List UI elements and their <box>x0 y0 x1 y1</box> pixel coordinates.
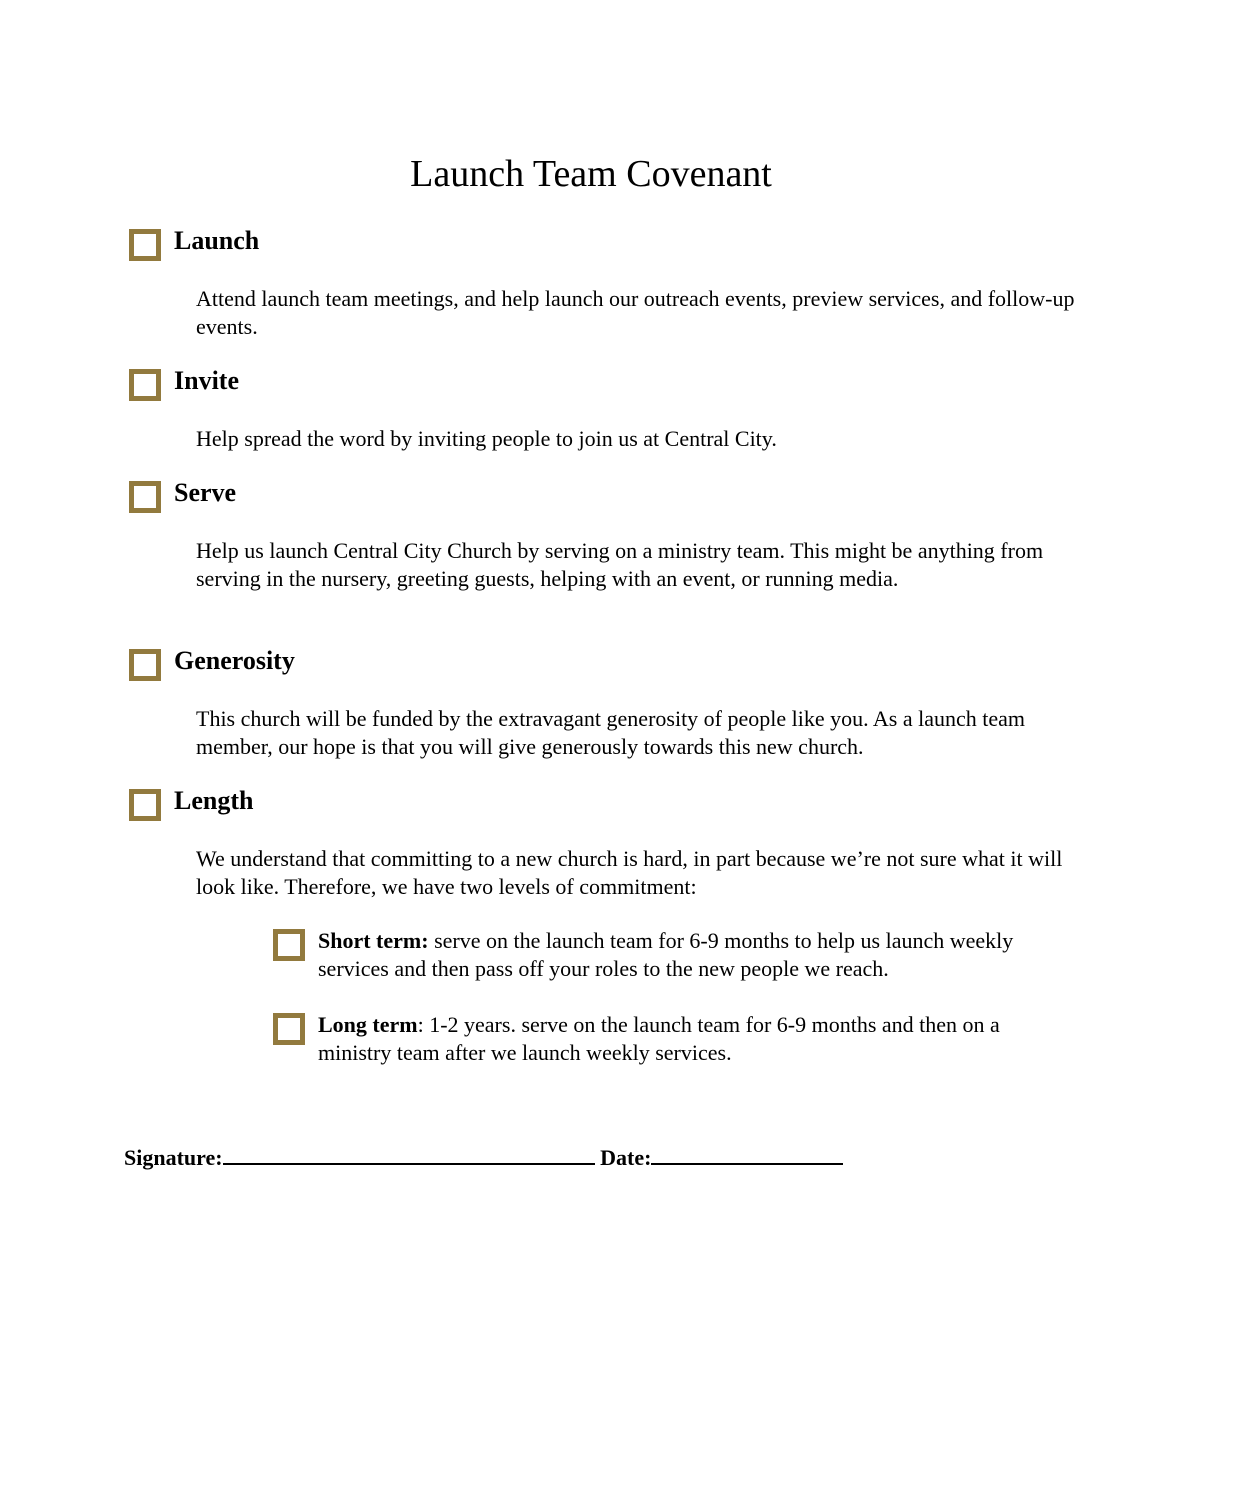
launch-checkbox[interactable] <box>129 229 161 261</box>
short-term-text: serve on the launch team for 6-9 months to help us launch weekly services and then pass off your roles to the new people we reach. <box>318 928 1014 981</box>
long-term-option <box>318 1011 1078 1067</box>
section-text-invite: Help spread the word by inviting people to join us at Central City. <box>196 426 777 451</box>
page-title: Launch Team Covenant <box>410 153 772 195</box>
long-term-label: Long term <box>318 1012 418 1037</box>
length-checkbox[interactable] <box>129 789 161 821</box>
long-term-checkbox[interactable] <box>273 1013 305 1045</box>
section-heading-launch: Launch <box>174 226 260 255</box>
invite-checkbox[interactable] <box>129 369 161 401</box>
section-text-generosity: This church will be funded by the extravagant generosity of people like you. As a launch team member, our hope is that you will give generously towards this new church. <box>196 706 1026 759</box>
section-heading-serve: Serve <box>174 478 237 507</box>
section-text-length: We understand that committing to a new church is hard, in part because we’re not sure what it will look like. Therefore, we have two levels of commitment: <box>196 846 1063 899</box>
short-term-label: Short term: <box>318 928 429 953</box>
serve-checkbox[interactable] <box>129 481 161 513</box>
section-heading-generosity: Generosity <box>174 646 295 675</box>
signature-label: Signature: <box>124 1145 223 1170</box>
section-text-serve: Help us launch Central City Church by serving on a ministry team. This might be anything from serving in the nursery, greeting guests, helping with an event, or running media. <box>196 538 1044 591</box>
section-heading-length: Length <box>174 786 254 815</box>
date-field[interactable] <box>651 1143 843 1165</box>
generosity-checkbox[interactable] <box>129 649 161 681</box>
signature-field[interactable] <box>223 1143 595 1165</box>
signature-line <box>124 1143 843 1173</box>
short-term-checkbox[interactable] <box>273 929 305 961</box>
section-heading-invite: Invite <box>174 366 239 395</box>
short-term-option <box>318 927 1078 983</box>
section-text-launch: Attend launch team meetings, and help launch our outreach events, preview services, and follow-up events. <box>196 286 1075 339</box>
long-term-text: : 1-2 years. serve on the launch team for 6-9 months and then on a ministry team after we launch weekly services. <box>318 1012 1000 1065</box>
date-label: Date: <box>600 1145 652 1170</box>
